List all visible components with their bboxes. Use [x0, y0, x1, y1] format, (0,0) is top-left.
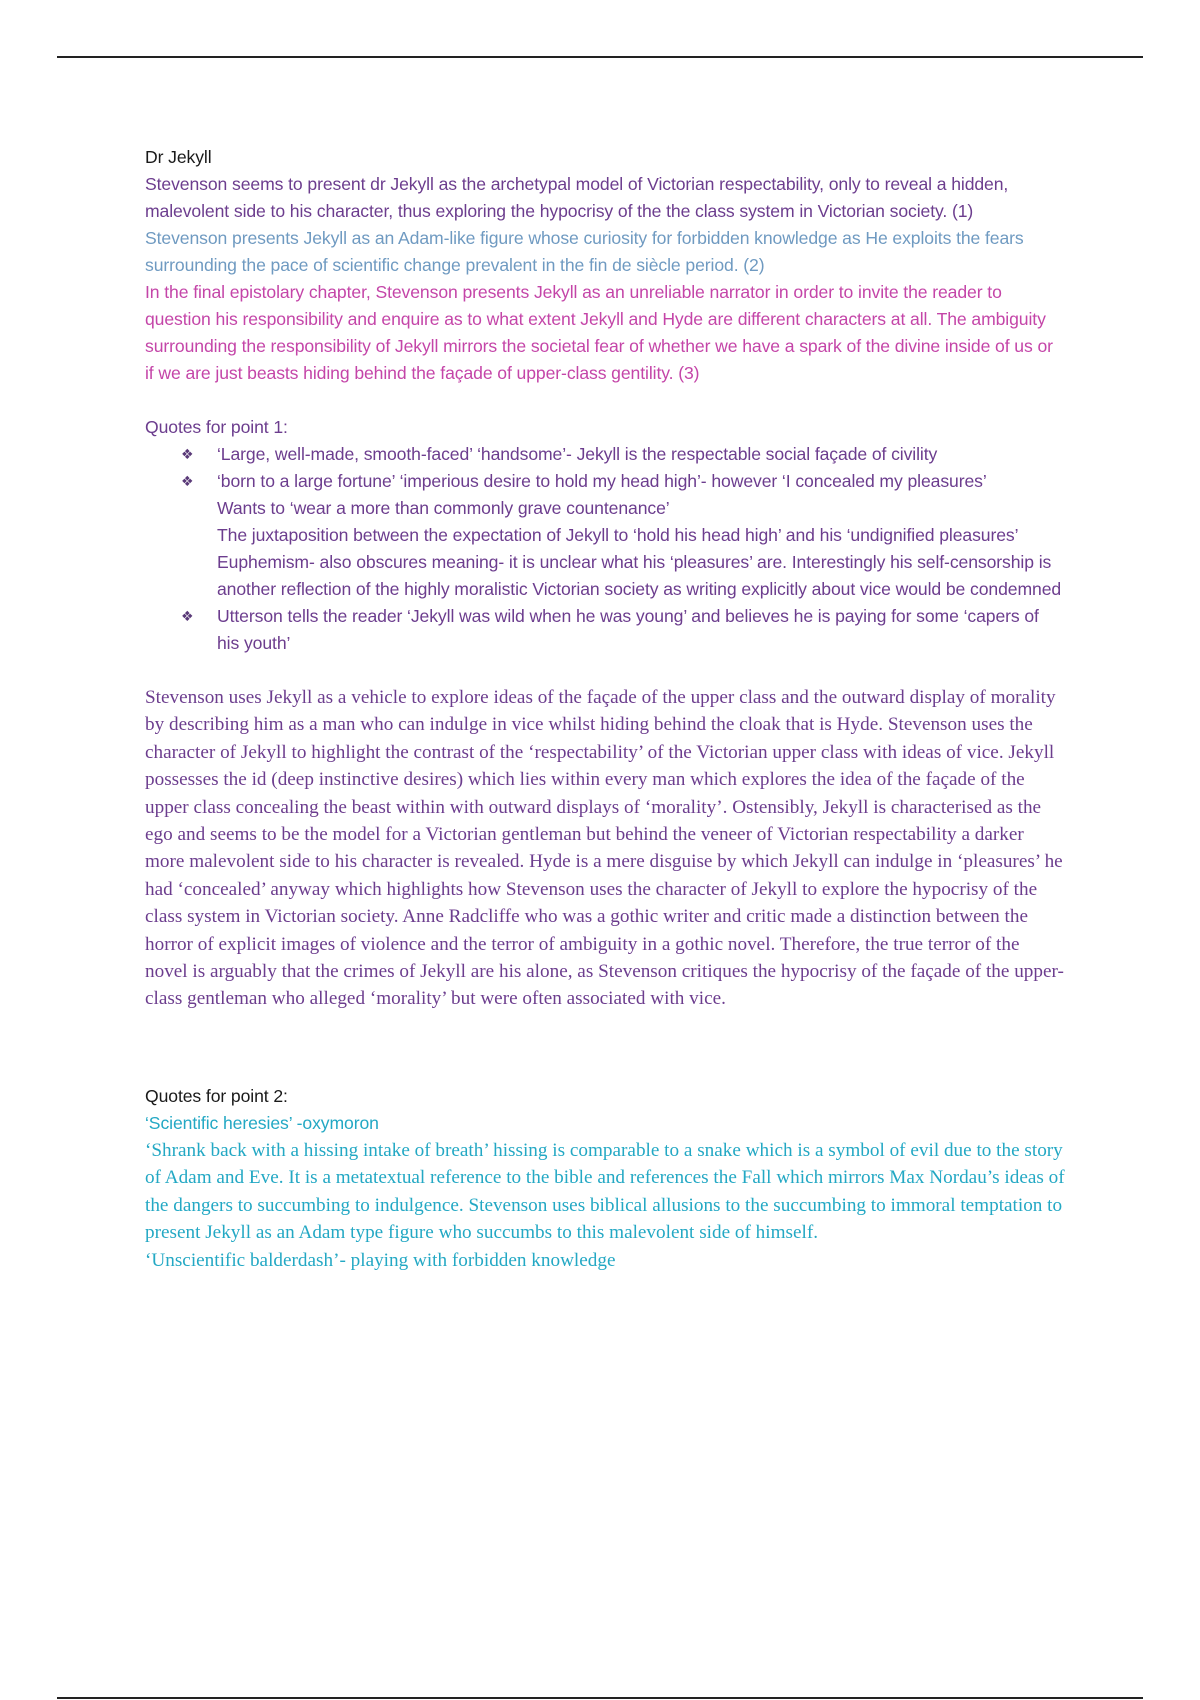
intro-point-1: Stevenson seems to present dr Jekyll as the archetypal model of Victorian respectability, only to reveal a hidden, malevolent side to his character, thus exploring the hypocrisy of the the class system in Victorian society. (1) [145, 174, 1009, 221]
quotes-1-heading: Quotes for point 1: [145, 417, 288, 437]
bottom-rule [57, 1697, 1143, 1699]
diamond-bullet-icon: ❖ [181, 473, 194, 489]
quote-line: ‘Large, well-made, smooth-faced’ ‘handsome’- Jekyll is the respectable social façade of civility [217, 444, 938, 464]
diamond-bullet-icon: ❖ [181, 608, 194, 624]
list-item [181, 441, 1065, 468]
quote-line: ‘born to a large fortune’ ‘imperious desire to hold my head high’- however ‘I concealed my pleasures’ [217, 471, 987, 491]
quote-line: Utterson tells the reader ‘Jekyll was wild when he was young’ and believes he is paying for some ‘capers of his youth’ [217, 606, 1039, 653]
diamond-bullet-icon: ❖ [181, 446, 194, 462]
spacer [145, 657, 1065, 684]
quotes-2-line-2: ‘Shrank back with a hissing intake of breath’ hissing is comparable to a snake which is a symbol of evil due to the story of Adam and Eve. It is a metatextual reference to the bible and references the Fall which mirrors Max Nordau’s ideas of the dangers to succumbing to indulgence. Stevenson uses biblical allusions to the succumbing to immoral temptation to present Jekyll as an Adam type figure who succumbs to this malevolent side of himself. [145, 1139, 1065, 1244]
analysis-paragraph: Stevenson uses Jekyll as a vehicle to explore ideas of the façade of the upper class and the outward display of morality by describing him as a man who can indulge in vice whilst hiding behind the cloak that is Hyde. Stevenson uses the character of Jekyll to highlight the contrast of the ‘respectability’ of the Victorian upper class with ideas of vice. Jekyll possesses the id (deep instinctive desires) which lies within every man which explores the idea of the façade of the upper class concealing the beast within with outward displays of ‘morality’. Ostensibly, Jekyll is characterised as the ego and seems to be the model for a Victorian gentleman but behind the veneer of Victorian respectability a darker more malevolent side to his character is revealed. Hyde is a mere disguise by which Jekyll can indulge in ‘pleasures’ he had ‘concealed’ anyway which highlights how Stevenson uses the character of Jekyll to explore the hypocrisy of the class system in Victorian society. Anne Radcliffe who was a gothic writer and critic made a distinction between the horror of explicit images of violence and the terror of ambiguity in a gothic novel. Therefore, the true terror of the novel is arguably that the crimes of Jekyll are his alone, as Stevenson critiques the hypocrisy of the façade of the upper-class gentleman who alleged ‘morality’ but were often associated with vice. [145, 687, 1064, 1010]
spacer [145, 387, 1065, 414]
document-body [145, 144, 1065, 1274]
quote-line: Euphemism- also obscures meaning- it is unclear what his ‘pleasures’ are. Interestingly his self-censorship is another reflection of the highly moralistic Victorian society as writing explicitly about vice would be condemned [217, 552, 1062, 599]
quotes-2-heading: Quotes for point 2: [145, 1085, 288, 1106]
document-title: Dr Jekyll [145, 147, 212, 167]
spacer [145, 1013, 1065, 1083]
list-item [181, 603, 1065, 657]
quote-line: Wants to ‘wear a more than commonly grave countenance’ [217, 498, 670, 518]
quotes-2-line-3: ‘Unscientific balderdash’- playing with forbidden knowledge [145, 1249, 616, 1271]
quote-line: The juxtaposition between the expectation of Jekyll to ‘hold his head high’ and his ‘undignified pleasures’ [217, 525, 1019, 545]
quotes-2-line-1: ‘Scientific heresies’ -oxymoron [145, 1112, 379, 1133]
intro-point-2: Stevenson presents Jekyll as an Adam-like figure whose curiosity for forbidden knowledge as He exploits the fears surrounding the pace of scientific change prevalent in the fin de siècle period. (2) [145, 228, 1024, 275]
intro-point-3: In the final epistolary chapter, Stevenson presents Jekyll as an unreliable narrator in order to invite the reader to question his responsibility and enquire as to what extent Jekyll and Hyde are different characters at all. The ambiguity surrounding the responsibility of Jekyll mirrors the societal fear of whether we have a spark of the divine inside of us or if we are just beasts hiding behind the façade of upper-class gentility. (3) [145, 282, 1053, 383]
quotes-1-list [145, 441, 1065, 657]
list-item [181, 468, 1065, 603]
top-rule [57, 56, 1143, 58]
